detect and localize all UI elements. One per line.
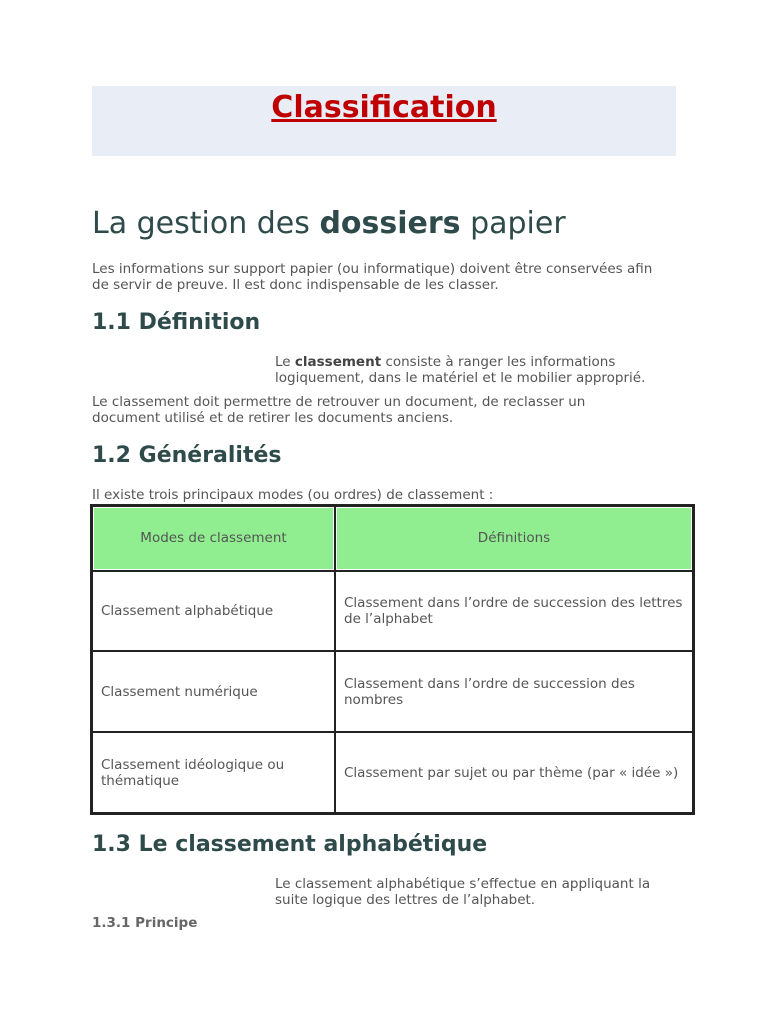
document-title: Classification — [271, 90, 497, 125]
main-heading-part1: La gestion des — [92, 206, 320, 241]
table-cell-definition: Classement dans l’ordre de succession des lettres de l’alphabet — [335, 571, 693, 652]
alphabetique-paragraph: Le classement alphabétique s’effectue en appliquant la suite logique des lettres de l’alphabet. — [275, 876, 651, 908]
classement-paragraph: Le classement doit permettre de retrouver un document, de reclasser un document utilisé et de retirer les documents anciens. — [92, 394, 586, 426]
section-heading-1-2: 1.2 Généralités — [92, 443, 282, 468]
title-banner — [92, 86, 676, 156]
table-cell-mode: Classement alphabétique — [92, 571, 335, 652]
main-heading-bold: dossiers — [319, 206, 461, 241]
table-row — [92, 651, 693, 732]
intro-paragraph: Les informations sur support papier (ou informatique) doivent être conservées afin de servir de preuve. Il est donc indispensable de les classer. — [92, 261, 653, 293]
table-cell-mode: Classement idéologique ou thématique — [92, 732, 335, 813]
table-cell-mode: Classement numérique — [92, 651, 335, 732]
table-cell-definition: Classement par sujet ou par thème (par « idée ») — [335, 732, 693, 813]
main-heading — [92, 206, 566, 241]
definition-term: classement — [294, 354, 382, 370]
table-header-row — [92, 506, 693, 571]
definition-pre: Le — [275, 354, 295, 370]
table-cell-definition: Classement dans l’ordre de succession des nombres — [335, 651, 693, 732]
modes-table — [90, 504, 695, 815]
definition-post: consiste à ranger les informations logiquement, dans le matériel et le mobilier approprié. — [275, 354, 646, 386]
main-heading-part2: papier — [460, 206, 566, 241]
table-row — [92, 571, 693, 652]
table-header-definitions: Définitions — [335, 506, 693, 571]
table-row — [92, 732, 693, 813]
subheading-1-3-1: 1.3.1 Principe — [92, 915, 198, 931]
section-heading-1-3: 1.3 Le classement alphabétique — [92, 832, 488, 857]
section-heading-1-1: 1.1 Définition — [92, 310, 261, 335]
table-header-modes: Modes de classement — [92, 506, 335, 571]
modes-intro: Il existe trois principaux modes (ou ordres) de classement : — [92, 487, 494, 503]
definition-paragraph — [275, 354, 675, 386]
